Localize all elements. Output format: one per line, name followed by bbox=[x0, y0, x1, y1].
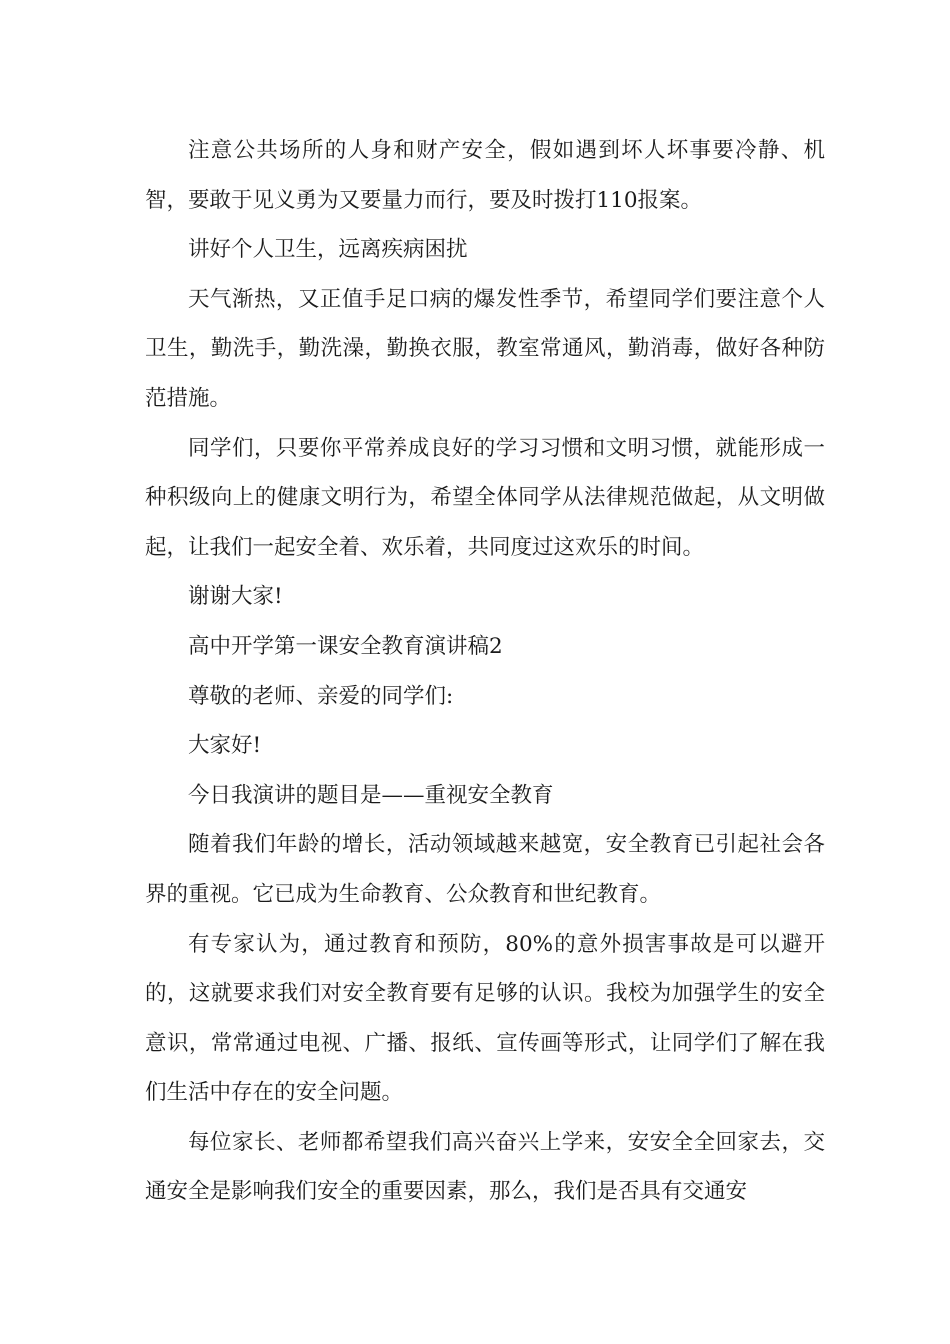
paragraph-traffic-safety: 每位家长、老师都希望我们高兴奋兴上学来，安安全全回家去，交通安全是影响我们安全的重要因素，那么，我们是否具有交通安 bbox=[145, 1129, 825, 1205]
document-body bbox=[145, 126, 825, 1217]
speech-title-2: 高中开学第一课安全教育演讲稿2 bbox=[188, 633, 503, 659]
paragraph-greeting: 大家好! bbox=[188, 733, 262, 759]
paragraph-hygiene-heading: 讲好个人卫生，远离疾病困扰 bbox=[188, 237, 468, 263]
paragraph-topic: 今日我演讲的题目是——重视安全教育 bbox=[188, 782, 554, 808]
paragraph-thanks: 谢谢大家! bbox=[188, 584, 283, 610]
paragraph-importance: 随着我们年龄的增长，活动领域越来越宽，安全教育已引起社会各界的重视。它已成为生命教育、公众教育和世纪教育。 bbox=[145, 832, 825, 907]
paragraph-public-safety: 注意公共场所的人身和财产安全，假如遇到坏人坏事要冷静、机智，要敢于见义勇为又要量力而行，要及时拨打110报案。 bbox=[145, 138, 825, 213]
paragraph-salutation: 尊敬的老师、亲爱的同学们: bbox=[188, 683, 454, 709]
paragraph-expert-view: 有专家认为，通过教育和预防，80%的意外损害事故是可以避开的，这就要求我们对安全教育要有足够的认识。我校为加强学生的安全意识，常常通过电视、广播、报纸、宣传画等形式，让同学们了解在我们生活中存在的安全问题。 bbox=[145, 931, 825, 1106]
paragraph-good-habits: 同学们，只要你平常养成良好的学习习惯和文明习惯，就能形成一种积级向上的健康文明行为，希望全体同学从法律规范做起，从文明做起，让我们一起安全着、欢乐着，共同度过这欢乐的时间。 bbox=[145, 435, 825, 560]
paragraph-hygiene: 天气渐热，又正值手足口病的爆发性季节，希望同学们要注意个人卫生，勤洗手，勤洗澡，勤换衣服，教室常通风，勤消毒，做好各种防范措施。 bbox=[145, 286, 825, 411]
